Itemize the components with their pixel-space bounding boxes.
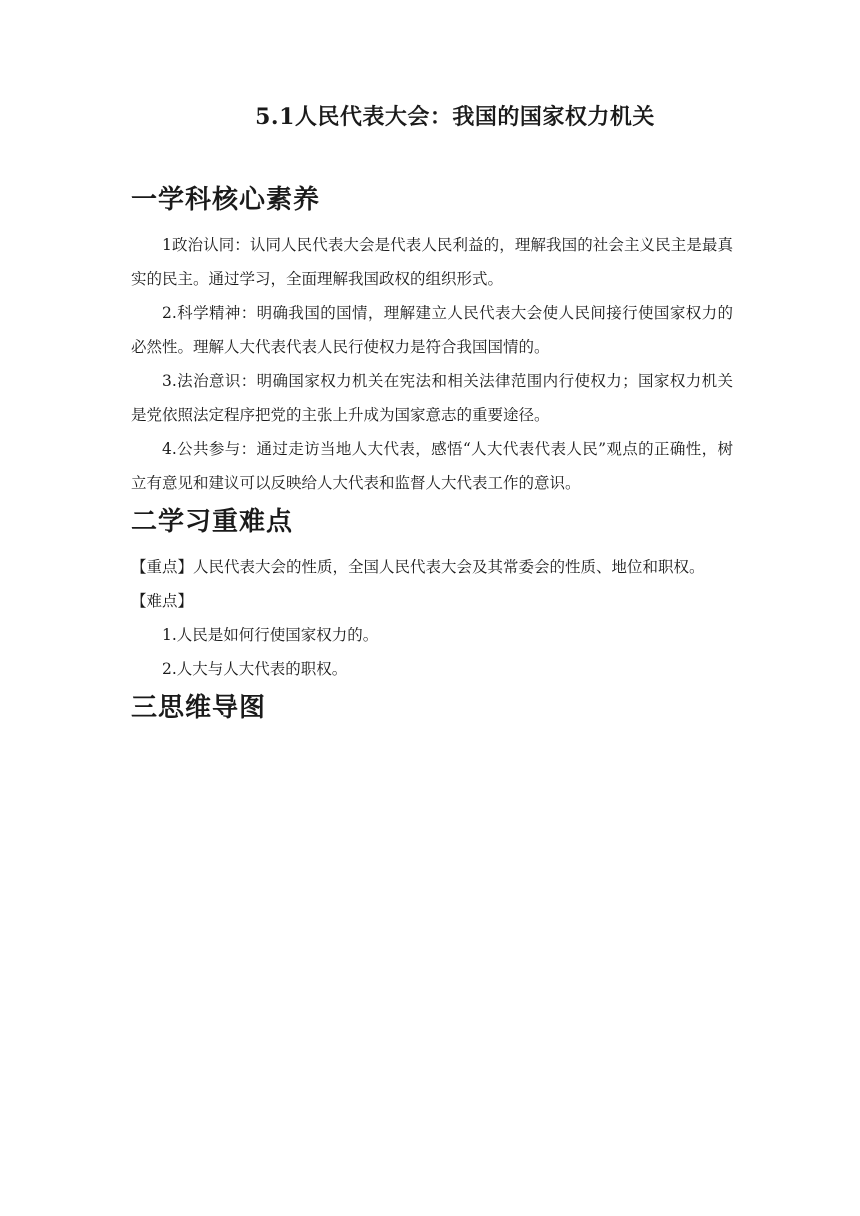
section-heading-mind-map: 三思维导图 xyxy=(131,693,267,723)
key-point-paragraph: 【重点】人民代表大会的性质，全国人民代表大会及其常委会的性质、地位和职权。 xyxy=(131,558,705,576)
section-heading-core-literacy: 一学科核心素养 xyxy=(131,185,321,215)
paragraph-scientific-spirit: 2.科学精神：明确我国的国情，理解建立人民代表大会使人民间接行使国家权力的必然性。理解人大代表代表人民行使权力是符合我国国情的。 xyxy=(131,304,733,356)
difficult-point-label: 【难点】 xyxy=(131,592,194,610)
document-body xyxy=(131,178,733,730)
paragraph-public-participation: 4.公共参与：通过走访当地人大代表，感悟“人大代表代表人民”观点的正确性，树立有意见和建议可以反映给人大代表和监督人大代表工作的意识。 xyxy=(131,440,733,492)
paragraph-rule-of-law: 3.法治意识：明确国家权力机关在宪法和相关法律范围内行使权力；国家权力机关是党依照法定程序把党的主张上升成为国家意志的重要途径。 xyxy=(131,372,733,424)
difficult-item: 2.人大与人大代表的职权。 xyxy=(162,660,348,678)
paragraph-political-identity: 1政治认同：认同人民代表大会是代表人民利益的，理解我国的社会主义民主是最真实的民主。通过学习，全面理解我国政权的组织形式。 xyxy=(131,236,733,288)
difficult-item: 1.人民是如何行使国家权力的。 xyxy=(162,626,379,644)
section-heading-key-difficult: 二学习重难点 xyxy=(131,507,294,537)
document-title: 5.1人民代表大会：我国的国家权力机关 xyxy=(255,104,655,130)
